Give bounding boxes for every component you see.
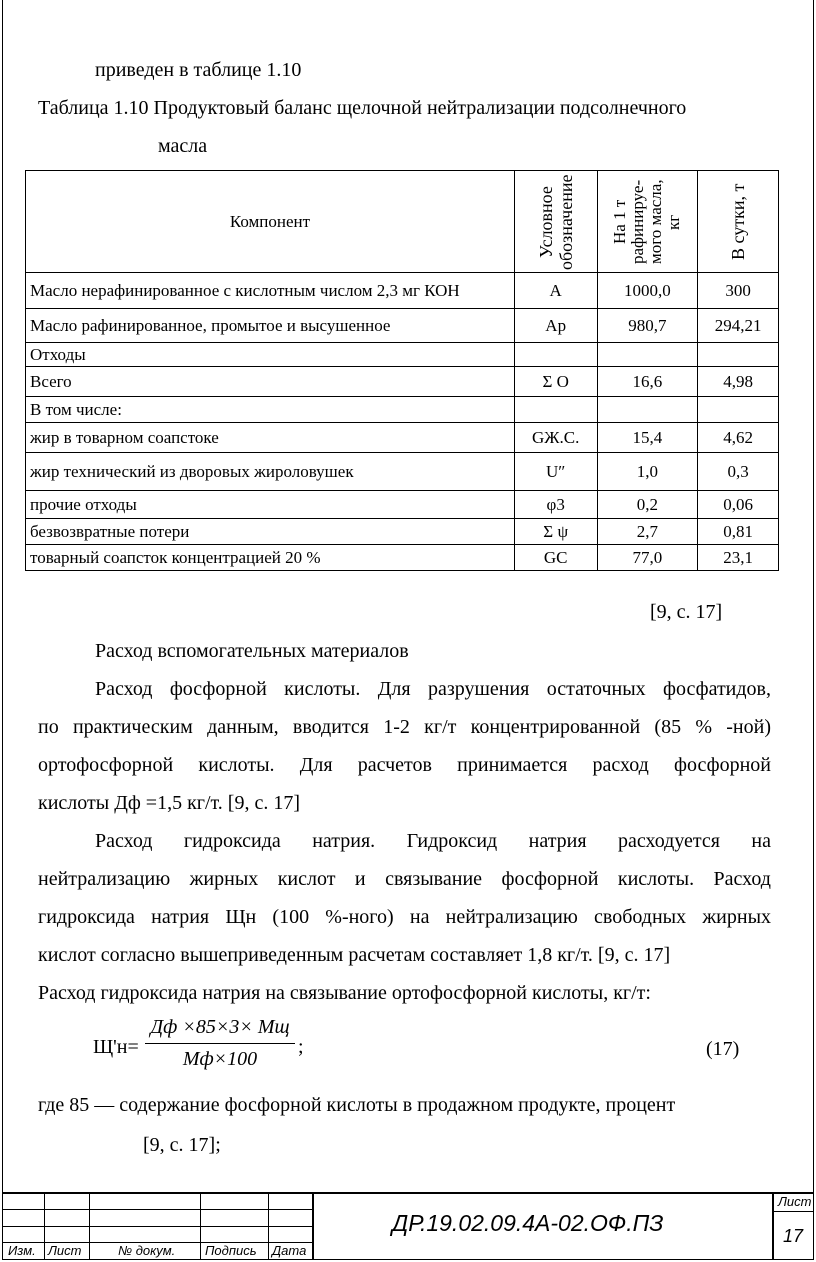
table-row [26,367,779,397]
row-symbol: φ3 [514,491,597,519]
row-name: безвозвратные потери [26,519,515,545]
formula-numerator: Дф ×85×3× Мщ [150,1016,290,1038]
para1-line: Расход фосфорной кислоты. Для разрушения остаточных фосфатидов, [95,678,771,700]
row-per-day: 23,1 [698,545,779,571]
row-name: Всего [26,367,515,397]
row-name: жир в товарном соапстоке [26,423,515,453]
header-symbol: Условное обозначение [535,173,576,270]
row-symbol: GЖ.С. [514,423,597,453]
row-per-day: 0,3 [698,453,779,491]
para1-line: ортофосфорной кислоты. Для расчетов принимается расход фосфорной [38,754,771,776]
table-row [26,273,779,309]
row-per-ton: 15,4 [597,423,698,453]
row-symbol: Σ О [514,367,597,397]
title-block [2,1192,814,1260]
row-name: Масло рафинированное, промытое и высушенное [26,309,515,343]
row-per-day: 0,81 [698,519,779,545]
para2-line: гидроксида натрия Щн (100 %-ного) на нейтрализацию свободных жирных [38,906,771,928]
row-per-ton: 1000,0 [597,273,698,309]
col-izm: Изм. [8,1243,36,1258]
row-name: жир технический из дворовых жироловушек [26,453,515,491]
intro-line: приведен в таблице 1.10 [95,59,302,81]
row-symbol: U″ [514,453,597,491]
table-row [26,343,779,367]
sheet-label: Лист [778,1194,812,1209]
table-caption: Таблица 1.10 Продуктовый баланс щелочной нейтрализации подсолнечного [38,97,687,119]
section-heading: Расход вспомогательных материалов [95,640,409,662]
para1-line: кислоты Дф =1,5 кг/т. [9, с. 17] [38,792,300,814]
row-symbol: Σ ψ [514,519,597,545]
row-name: прочие отходы [26,491,515,519]
table-row [26,309,779,343]
row-per-ton [597,343,698,367]
fraction-bar [145,1043,295,1044]
row-per-day: 300 [698,273,779,309]
col-doc: № докум. [118,1243,176,1258]
table-reference: [9, с. 17] [650,601,723,623]
para3: Расход гидроксида натрия на связывание ортофосфорной кислоты, кг/т: [38,982,651,1004]
balance-table [25,170,779,571]
row-name: В том числе: [26,397,515,423]
formula-number: (17) [706,1038,740,1060]
para1-line: по практическим данным, вводится 1-2 кг/т концентрированной (85 % -ной) [38,716,771,738]
col-date: Дата [272,1243,307,1258]
row-per-day: 4,62 [698,423,779,453]
row-per-ton [597,397,698,423]
para2-line: нейтрализацию жирных кислот и связывание фосфорной кислоты. Расход [38,868,771,890]
table-row [26,491,779,519]
row-per-day: 0,06 [698,491,779,519]
row-per-ton: 77,0 [597,545,698,571]
row-symbol: Ар [514,309,597,343]
table-row [26,453,779,491]
header-component: Компонент [26,171,515,273]
document-code: ДР.19.02.09.4А-02.ОФ.ПЗ [392,1210,664,1236]
col-sign: Подпись [205,1243,257,1258]
formula-denominator: Мф×100 [182,1048,258,1070]
row-per-day [698,343,779,367]
row-per-ton: 2,7 [597,519,698,545]
row-name: Отходы [26,343,515,367]
col-list: Лист [48,1243,82,1258]
table-row [26,545,779,571]
header-per-day: В сутки, т [728,183,749,260]
sheet-number: 17 [783,1226,804,1246]
row-symbol [514,343,597,367]
row-name: Масло нерафинированное с кислотным числом 2,3 мг КОН [26,273,515,309]
row-per-ton: 980,7 [597,309,698,343]
row-per-day: 294,21 [698,309,779,343]
row-per-ton: 0,2 [597,491,698,519]
table-row [26,397,779,423]
where-line-cont: [9, с. 17]; [143,1134,221,1156]
row-symbol: GС [514,545,597,571]
row-symbol [514,397,597,423]
table-row [26,423,779,453]
row-per-ton: 1,0 [597,453,698,491]
header-per-ton: На 1 т рафинируе-мого масла, кг [610,179,684,264]
formula-lhs: Щ'н= [93,1036,139,1058]
table-row [26,519,779,545]
table-header-row [26,171,779,273]
table-caption-cont: масла [158,135,208,157]
row-per-day: 4,98 [698,367,779,397]
formula-tail: ; [298,1036,304,1058]
where-line: где 85 — содержание фосфорной кислоты в продажном продукте, процент [38,1094,676,1116]
row-name: товарный соапсток концентрацией 20 % [26,545,515,571]
row-symbol: А [514,273,597,309]
para2-line: кислот согласно вышеприведенным расчетам составляет 1,8 кг/т. [9, с. 17] [38,944,671,966]
row-per-day [698,397,779,423]
row-per-ton: 16,6 [597,367,698,397]
para2-line: Расход гидроксида натрия. Гидроксид натрия расходуется на [95,830,771,852]
